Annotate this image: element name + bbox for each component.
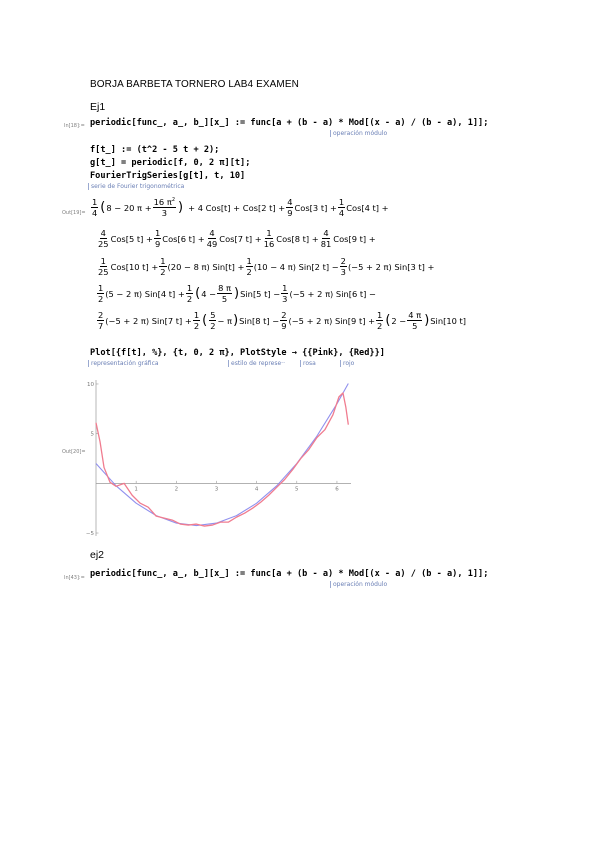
out19-label: Out[19]=	[62, 210, 86, 216]
x-tick-label: 3	[214, 486, 219, 493]
plot-hint-representation: representación gráfica	[88, 360, 159, 367]
fourier-hint: serie de Fourier trigonométrica	[88, 183, 184, 190]
in18-code[interactable]: periodic[func_, a_, b_][x_] := func[a + (b - a) * Mod[(x - a) / (b - a), 1]];	[90, 118, 489, 128]
y-tick-label: 10	[87, 381, 94, 388]
plot-hint-style: estilo de represe··	[228, 360, 285, 367]
output-line-3: $\frac{1}{25}$ Cos[10 t] + $\frac{1}{2}$ (20 − 8 π) Sin[t] + $\frac{1}{2}$ (10 − 4 π) Sin[2 t] − $\frac{2}{3}$ (−5 + 2 π) Sin[3 t] +	[98, 256, 435, 278]
x-tick-label: 2	[174, 486, 179, 493]
y-tick-label: 5	[90, 431, 94, 438]
x-tick-label: 4	[254, 486, 259, 493]
output-line-2: $\frac{4}{25}$ Cos[5 t] + $\frac{1}{9}$ Cos[6 t] + $\frac{4}{49}$ Cos[7 t] + $\frac{1}{16}$ Cos[8 t] + $\frac{4}{81}$ Cos[9 t] +	[98, 228, 376, 250]
in43-label: In[43]:=	[64, 575, 85, 581]
x-tick-label: 5	[295, 486, 299, 493]
series-line-2	[96, 393, 348, 526]
in43-code[interactable]: periodic[func_, a_, b_][x_] := func[a + (b - a) * Mod[(x - a) / (b - a), 1]];	[90, 569, 489, 579]
output-line-5: $\frac{2}{7}$ (−5 + 2 π) Sin[7 t] + $\frac{1}{2}$ ( $\frac{5}{2}$ − π ) Sin[8 t] − $\frac{2}{9}$ (−5 + 2 π) Sin[9 t] + $\frac{1}{2}$ ( 2 − $\frac{4 \pi}{5}$ ) Sin[10 t]	[98, 310, 467, 332]
g-definition[interactable]: g[t_] = periodic[f, 0, 2 π][t];	[90, 158, 251, 168]
x-tick-label: 6	[335, 486, 339, 493]
series-line-1	[96, 383, 348, 525]
output-line-1: $\frac{1}{4}$ ( 8 − 20 π + $\frac{16 \pi^2}{3}$ ) + 4 Cos[t] + Cos[2 t] + $\frac{4}{9}$ Cos[3 t] + $\frac{1}{4}$ Cos[4 t] +	[92, 197, 389, 219]
plot-hint-red: rojo	[340, 360, 354, 367]
in43-hint: operación módulo	[330, 581, 387, 588]
y-tick-label: −5	[86, 531, 94, 538]
document-title: BORJA BARBETA TORNERO LAB4 EXAMEN	[90, 79, 299, 90]
out20-label: Out[20]=	[62, 449, 86, 455]
in18-label: In[18]:=	[64, 123, 85, 129]
x-tick-label: 1	[134, 486, 138, 493]
section-ej2: ej2	[90, 549, 105, 561]
f-definition[interactable]: f[t_] := (t^2 - 5 t + 2);	[90, 145, 220, 155]
in18-hint: operación módulo	[330, 130, 387, 137]
fourier-command[interactable]: FourierTrigSeries[g[t], t, 10]	[90, 171, 246, 181]
plot-hint-pink: rosa	[300, 360, 316, 367]
output-line-4: $\frac{1}{2}$ (5 − 2 π) Sin[4 t] + $\frac{1}{2}$ ( 4 − $\frac{8 \pi}{5}$ ) Sin[5 t] − $\frac{1}{3}$ (−5 + 2 π) Sin[6 t] −	[98, 283, 376, 305]
section-ej1: Ej1	[90, 101, 106, 113]
fourier-plot	[86, 374, 356, 542]
plot-command[interactable]: Plot[{f[t], %}, {t, 0, 2 π}, PlotStyle → {{Pink}, {Red}}]	[90, 348, 385, 358]
